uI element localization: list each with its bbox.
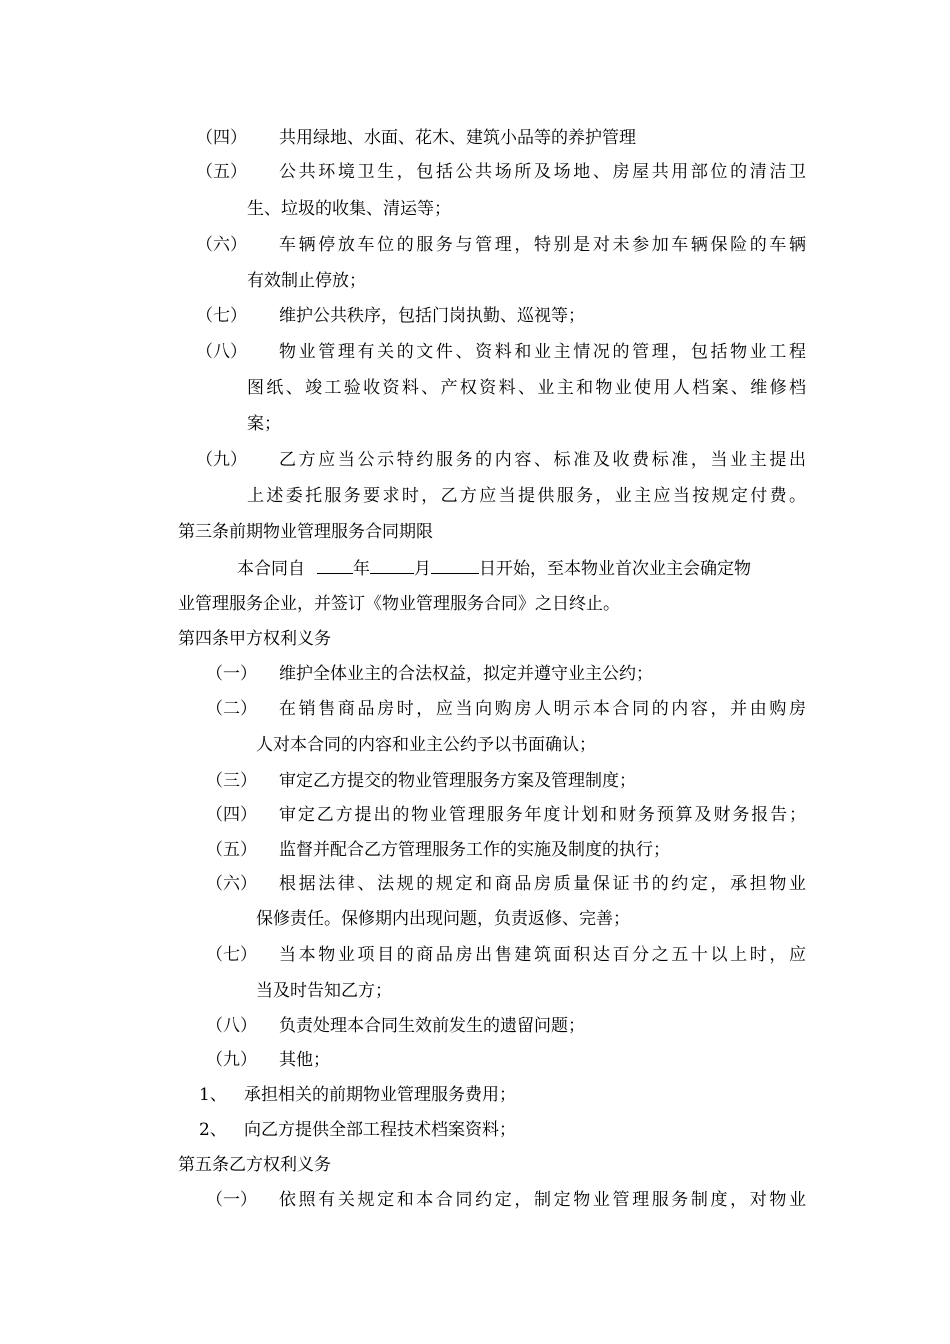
item-number: （一） xyxy=(206,1190,257,1210)
item-text: 审定乙方提交的物业管理服务方案及管理制度； xyxy=(279,771,636,791)
item-number: （五） xyxy=(196,162,247,182)
item-text: 在销售商品房时，应当向购房人明示本合同的内容，并由购房 xyxy=(279,699,806,719)
item-number: （七） xyxy=(206,945,257,965)
item-number: （四） xyxy=(206,805,257,825)
month-blank xyxy=(370,556,414,574)
article-3-paragraph-line: 业管理服务企业，并签订《物业管理服务合同》之日终止。 xyxy=(178,594,620,614)
item-text: 人对本合同的内容和业主公约予以书面确认； xyxy=(256,735,596,755)
item-text: 保修责任。保修期内出现问题，负责返修、完善； xyxy=(256,909,630,929)
item-number: （六） xyxy=(196,235,247,255)
item-number: （八） xyxy=(196,342,247,362)
item-number: （七） xyxy=(196,306,247,326)
item-number: （二） xyxy=(206,699,257,719)
item-text: 依照有关规定和本合同约定，制定物业管理服务制度，对物业 xyxy=(279,1190,806,1210)
subitem-number: 1、 xyxy=(199,1085,227,1105)
item-text: 负责处理本合同生效前发生的遗留问题； xyxy=(279,1016,585,1036)
paragraph-text: 年 xyxy=(353,559,370,579)
article-5-heading: 第五条乙方权利义务 xyxy=(178,1155,331,1175)
item-text: 图纸、竣工验收资料、产权资料、业主和物业使用人档案、维修档 xyxy=(247,378,806,398)
item-text: 维护公共秩序，包括门岗执勤、巡视等； xyxy=(279,306,585,326)
item-text: 共用绿地、水面、花木、建筑小品等的养护管理 xyxy=(279,128,636,148)
item-text: 公共环境卫生，包括公共场所及场地、房屋共用部位的清洁卫 xyxy=(279,162,806,182)
item-number: （九） xyxy=(206,1050,257,1070)
item-text: 当本物业项目的商品房出售建筑面积达百分之五十以上时，应 xyxy=(279,945,806,965)
subitem-number: 2、 xyxy=(199,1120,227,1140)
item-text: 案； xyxy=(247,414,281,434)
day-blank xyxy=(431,556,479,574)
item-text: 乙方应当公示特约服务的内容、标准及收费标准，当业主提出 xyxy=(279,450,806,470)
item-text: 其他； xyxy=(279,1050,330,1070)
paragraph-text: 日开始，至本物业首次业主会确定物 xyxy=(479,559,751,579)
item-number: （八） xyxy=(206,1016,257,1036)
item-text: 上述委托服务要求时，乙方应当提供服务，业主应当按规定付费。 xyxy=(247,486,806,506)
item-text: 有效制止停放； xyxy=(247,271,366,291)
item-text: 车辆停放车位的服务与管理，特别是对未参加车辆保险的车辆 xyxy=(279,235,806,255)
subitem-text: 承担相关的前期物业管理服务费用； xyxy=(244,1085,516,1105)
year-blank xyxy=(317,556,353,574)
item-number: （六） xyxy=(206,874,257,894)
item-text: 生、垃圾的收集、清运等； xyxy=(247,199,451,219)
paragraph-text: 本合同自 xyxy=(237,559,305,579)
item-text: 审定乙方提出的物业管理服务年度计划和财务预算及财务报告； xyxy=(279,805,806,825)
item-number: （四） xyxy=(196,128,247,148)
item-number: （一） xyxy=(206,664,257,684)
item-number: （五） xyxy=(206,840,257,860)
item-text: 根据法律、法规的规定和商品房质量保证书的约定，承担物业 xyxy=(279,874,806,894)
article-3-paragraph xyxy=(237,556,751,581)
item-number: （九） xyxy=(196,450,247,470)
subitem-text: 向乙方提供全部工程技术档案资料； xyxy=(244,1120,516,1140)
item-text: 物业管理有关的文件、资料和业主情况的管理，包括物业工程 xyxy=(279,342,806,362)
item-text: 监督并配合乙方管理服务工作的实施及制度的执行； xyxy=(279,840,670,860)
article-4-heading: 第四条甲方权利义务 xyxy=(178,629,331,649)
item-text: 当及时告知乙方； xyxy=(256,981,392,1001)
paragraph-text: 月 xyxy=(414,559,431,579)
item-number: （三） xyxy=(206,771,257,791)
item-text: 维护全体业主的合法权益，拟定并遵守业主公约； xyxy=(279,664,653,684)
article-3-heading: 第三条前期物业管理服务合同期限 xyxy=(178,522,433,542)
